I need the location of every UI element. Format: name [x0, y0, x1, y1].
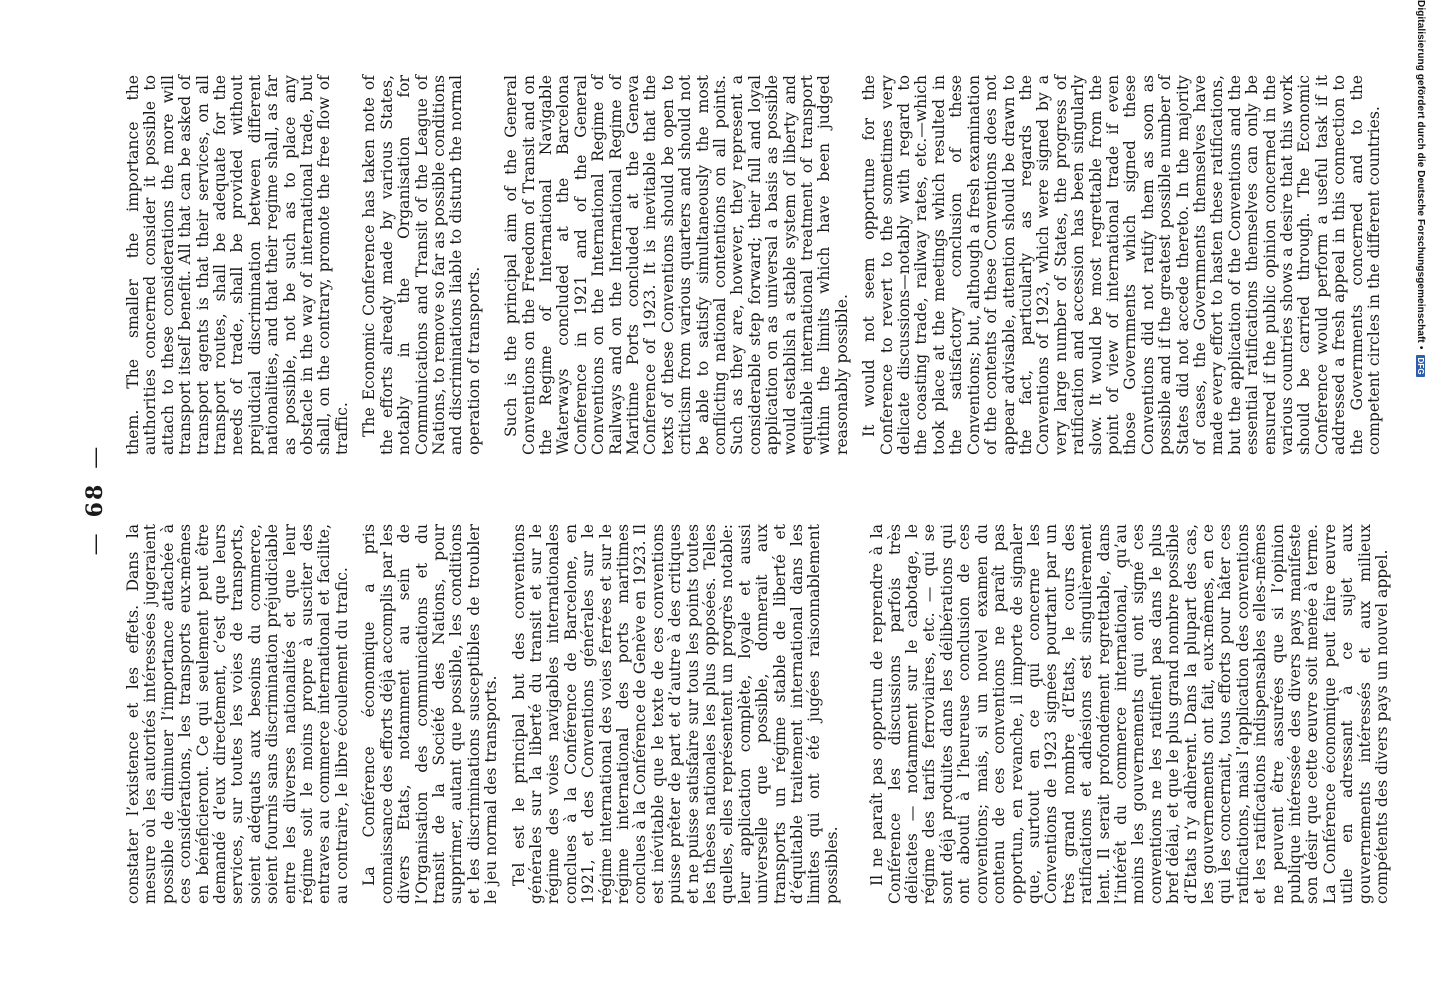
- english-paragraph-2: The Economic Conference has taken note of the efforts already made by various States, notably in the Organisation for Communications and Transit of the League of Nations, to remove so far as possible conditions and discriminations liable to disturb the normal operation of transports.: [360, 75, 483, 455]
- french-paragraph-2: La Conférence économique a pris connaissance des efforts déjà accomplis par les divers Etats, notamment au sein de l’Organisation des communications et du transit de la Société des Nations, pour supprimer, autant que possible, les conditions et les discriminations susceptibles de troubler le jeu normal des transports.: [360, 524, 501, 904]
- page-number: —68—: [82, 444, 108, 556]
- digitization-credit-sidebar: [1406, 0, 1432, 1000]
- dfg-logo-icon: DFG: [1416, 357, 1425, 375]
- french-paragraph-4: Il ne paraît pas opportun de reprendre à la Conférence les discussions parfois très délicates — notamment sur le cabotage, le régime des tarifs ferroviaires, etc. — qui se sont déjà produites dans les délibérations qui ont abouti à l’heureuse conclusion de ces conventions; mais, si un nouvel examen du contenu de ces conventions ne paraît pas opportun, en revanche, il importe de signaler que, surtout en ce qui concerne les Conventions de 1923 signées pourtant par un très grand nombre d’Etats, le cours des ratifications et adhésions est singulièrement lent. Il serait profondément regrettable, dans l’intérêt du commerce international, qu’au moins les gouvernements qui ont signé ces conventions ne les ratifient pas dans le plus bref délai, et que le plus grand nombre possible d’Etats n’y adhèrent. Dans la plupart des cas, les gouvernements ont fait, eux-mêmes, en ce qui les concernait, tous efforts pour hâter ces ratifications, mais l’application des conventions et les ratifications indispensables elles-mêmes ne peuvent être assurées que si l’opinion publique intéressée des divers pays manifeste son désir que cette œuvre soit menée à terme. La Conférence économique peut faire œuvre utile en adressant à ce sujet aux gouvernements intéressés et aux milieux compétents des divers pays un nouvel appel.: [868, 524, 1392, 904]
- french-column: [125, 524, 1401, 904]
- english-paragraph-1: them. The smaller the importance the authorities concerned consider it possible to attach to these considerations the more will transport itself benefit. All that can be asked of transport agents is that their services, on all transport routes, shall be adequate for the needs of trade, shall be provided without prejudicial discrimination between different nationalities, and that their regime shall, as far as possible, not be such as to place any obstacle in the way of international trade, but shall, on the contrary, promote the free flow of traffic.: [124, 75, 351, 455]
- english-column: [125, 75, 1393, 455]
- english-paragraph-3: Such is the principal aim of the General Conventions on the Freedom of Transit and on the Regime of International Navigable Waterways concluded at the Barcelona Conference in 1921 and of the General Conventions on the International Regime of Railways and on the International Regime of Maritime Ports concluded at the Geneva Conference of 1923. It is inevitable that the texts of these Conventions should be open to criticism from various quarters and should not be able to satisfy simultaneously the most conflicting national contentions on all points. Such as they are, however, they represent a considerable step forward; their full and loyal application on as universal a basis as possible would establish a stable system of liberty and equitable international treatment of transport within the limits which have been judged reasonably possible.: [502, 75, 851, 455]
- credit-separator: •: [1415, 345, 1426, 350]
- credit-text: Digitalisierung gefördert durch die Deutsche Forschungsgemeinschaft: [1415, 0, 1426, 343]
- english-paragraph-4: It would not seem opportune for the Conference to revert to the sometimes very delicate discussions—notably with regard to the coasting trade, railway rates, etc.—which took place at the meetings which resulted in the satisfactory conclusion of these Conventions; but, although a fresh examination of the contents of these Conventions does not appear advisable, attention should be drawn to the fact, particularly as regards the Conventions of 1923, which were signed by a very large number of States, the progress of ratification and accession has been singularly slow. It would be most regrettable from the point of view of international trade if even those Governments which signed these Conventions did not ratify them as soon as possible and if the greatest possible number of States did not accede thereto. In the majority of cases, the Governments themselves have made every effort to hasten these ratifications, but the application of the Conventions and the essential ratifications themselves can only be ensured if the public opinion concerned in the various countries shows a desire that this work should be carried through. The Economic Conference would perform a useful task if it addressed a fresh appeal in this connection to the Governments concerned and to the competent circles in the different countries.: [860, 75, 1384, 455]
- digitization-credit: [1415, 0, 1426, 400]
- french-paragraph-3: Tel est le principal but des conventions générales sur la liberté du transit et sur le régime des voies navigables internationales conclues à la Conférence de Barcelone, en 1921, et des Conventions générales sur le régime international des voies ferrées et sur le régime international des ports maritimes conclues à la Conférence de Genève en 1923. Il est inévitable que le texte de ces conventions puisse prêter de part et d’autre à des critiques et ne puisse satisfaire sur tous les points toutes les thèses nationales les plus opposées. Telles quelles, elles représentent un progrès notable: leur application complète, loyale et aussi universelle que possible, donnerait aux transports un régime stable de liberté et d’équitable traitement international dans les limites qui ont été jugées raisonnablement possibles.: [509, 524, 841, 904]
- french-paragraph-1: constater l’existence et les effets. Dans la mesure où les autorités intéressées jugeraient possible de diminuer l’importance attachée à ces considérations, les transports eux-mêmes en bénéficieront. Ce qui seulement peut être demandé d’eux directement, c’est que leurs services, sur toutes les voies de transports, soient adéquats aux besoins du commerce, soient fournis sans discrimination préjudiciable entre les diverses nationalités et que leur régime soit le moins propre à susciter des entraves au commerce international et facilite, au contraire, le libre écoulement du trafic.: [124, 524, 351, 904]
